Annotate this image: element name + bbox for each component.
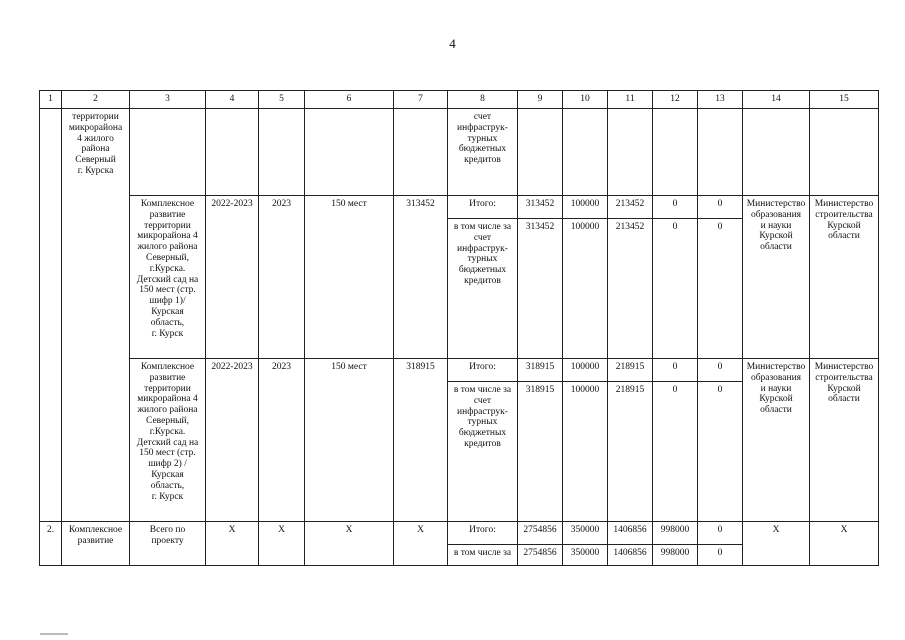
table-row [40, 196, 879, 219]
responsible-ministry-cell: Министерство образования и науки Курской области [743, 359, 810, 522]
x-cell: X [810, 522, 879, 566]
value-cell: 2754856 [518, 522, 563, 545]
value-cell: 100000 [563, 359, 608, 382]
table-row [40, 522, 879, 545]
value-cell: 350000 [563, 522, 608, 545]
cell-empty [206, 109, 259, 196]
header-row [40, 91, 879, 109]
header-cell: 5 [259, 91, 305, 109]
page-number: 4 [449, 36, 456, 51]
value-cell: 213452 [608, 219, 653, 359]
total-label: Итого: [448, 196, 518, 219]
cell-empty [305, 109, 394, 196]
value-cell: 318915 [518, 382, 563, 522]
header-cell: 8 [448, 91, 518, 109]
years-cell: 2022-2023 [206, 359, 259, 522]
cell-empty [563, 109, 608, 196]
value-cell: 1406856 [608, 545, 653, 566]
cell-empty [394, 109, 448, 196]
header-cell: 7 [394, 91, 448, 109]
header-cell: 3 [130, 91, 206, 109]
header-cell: 2 [62, 91, 130, 109]
total-label: Итого: [448, 359, 518, 382]
year-end-cell: 2023 [259, 196, 305, 359]
value-cell: 0 [698, 219, 743, 359]
project-name-cell: территории микрорайона 4 жилого района Северный г. Курска [62, 109, 130, 522]
value-cell: 318915 [518, 359, 563, 382]
value-cell: 350000 [563, 545, 608, 566]
cost-cell: 313452 [394, 196, 448, 359]
cell-empty [259, 109, 305, 196]
value-cell: 0 [698, 196, 743, 219]
value-cell: 0 [698, 522, 743, 545]
value-cell: 0 [698, 382, 743, 522]
value-cell: 998000 [653, 522, 698, 545]
cell-empty [698, 109, 743, 196]
value-cell: 0 [653, 196, 698, 219]
value-cell: 100000 [563, 196, 608, 219]
x-cell: X [305, 522, 394, 566]
funding-source-cell: в том числе за счет инфраструк- турных бюджетных кредитов [448, 382, 518, 522]
cost-cell: 318915 [394, 359, 448, 522]
cell-empty [130, 109, 206, 196]
cell-num [40, 109, 62, 522]
header-cell: 9 [518, 91, 563, 109]
value-cell: 218915 [608, 382, 653, 522]
object-name-cell: Комплексное развитие территории микрорайона 4 жилого района Северный, г.Курска. Детский сад на 150 мест (стр. шифр 1)/ Курская область, г. Курск [130, 196, 206, 359]
value-cell: 100000 [563, 219, 608, 359]
table-row [40, 109, 879, 196]
value-cell: 0 [653, 219, 698, 359]
page-edge-mark [40, 633, 68, 635]
header-cell: 14 [743, 91, 810, 109]
funding-source-cell: в том числе за [448, 545, 518, 566]
header-cell: 12 [653, 91, 698, 109]
header-cell: 15 [810, 91, 879, 109]
value-cell: 2754856 [518, 545, 563, 566]
value-cell: 313452 [518, 219, 563, 359]
header-cell: 13 [698, 91, 743, 109]
object-name-cell: Комплексное развитие территории микрорайона 4 жилого района Северный, г.Курска. Детский сад на 150 мест (стр. шифр 2) / Курская область, г. Курск [130, 359, 206, 522]
customer-ministry-cell: Министерство строительства Курской области [810, 196, 879, 359]
row-number-cell: 2. [40, 522, 62, 566]
header-cell: 4 [206, 91, 259, 109]
cell-empty [608, 109, 653, 196]
value-cell: 213452 [608, 196, 653, 219]
table-row [40, 359, 879, 382]
responsible-ministry-cell: Министерство образования и науки Курской области [743, 196, 810, 359]
cell-empty [518, 109, 563, 196]
value-cell: 0 [653, 382, 698, 522]
header-cell: 6 [305, 91, 394, 109]
x-cell: X [743, 522, 810, 566]
years-cell: 2022-2023 [206, 196, 259, 359]
header-cell: 11 [608, 91, 653, 109]
value-cell: 998000 [653, 545, 698, 566]
customer-ministry-cell: Министерство строительства Курской области [810, 359, 879, 522]
header-cell: 10 [563, 91, 608, 109]
project-name-cell: Комплексное развитие [62, 522, 130, 566]
value-cell: 0 [653, 359, 698, 382]
value-cell: 1406856 [608, 522, 653, 545]
total-label: Итого: [448, 522, 518, 545]
value-cell: 100000 [563, 382, 608, 522]
x-cell: X [394, 522, 448, 566]
value-cell: 218915 [608, 359, 653, 382]
x-cell: X [259, 522, 305, 566]
value-cell: 313452 [518, 196, 563, 219]
cell-empty [810, 109, 879, 196]
header-cell: 1 [40, 91, 62, 109]
value-cell: 0 [698, 545, 743, 566]
cell-empty [653, 109, 698, 196]
cell-empty [743, 109, 810, 196]
capacity-cell: 150 мест [305, 359, 394, 522]
capacity-cell: 150 мест [305, 196, 394, 359]
budget-table [39, 90, 879, 566]
x-cell: X [206, 522, 259, 566]
project-total-label: Всего по проекту [130, 522, 206, 566]
value-cell: 0 [698, 359, 743, 382]
funding-source-cell: счет инфраструк- турных бюджетных кредитов [448, 109, 518, 196]
year-end-cell: 2023 [259, 359, 305, 522]
funding-source-cell: в том числе за счет инфраструк- турных бюджетных кредитов [448, 219, 518, 359]
